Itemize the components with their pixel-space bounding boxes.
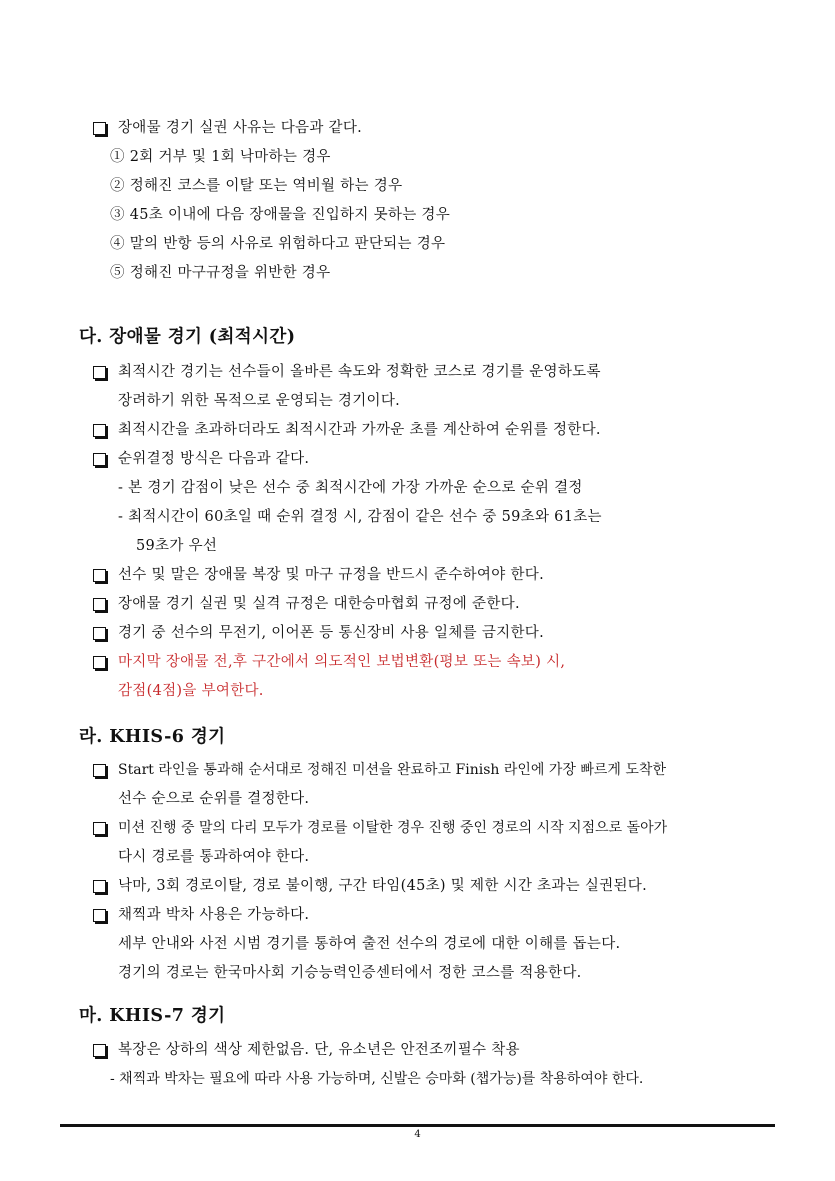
checkbox-bullet [93, 764, 106, 777]
page-number: 4 [414, 1129, 421, 1140]
section-heading-ma: 마. KHIS-7 경기 [79, 1006, 226, 1026]
note-text: 세부 안내와 사전 시범 경기를 통하여 출전 선수의 경로에 대한 이해를 돕는다. [118, 936, 621, 952]
bullet-text: 채찍과 박차 사용은 가능하다. [118, 907, 310, 923]
section-heading-ra: 라. KHIS-6 경기 [79, 727, 226, 747]
bullet-text: 장애물 경기 실권 사유는 다음과 같다. [118, 120, 363, 136]
list-item: ③ 45초 이내에 다음 장애물을 진입하지 못하는 경우 [110, 207, 451, 223]
highlighted-text: 마지막 장애물 전,후 구간에서 의도적인 보법변환(평보 또는 속보) 시, [118, 654, 566, 670]
bullet-text: 최적시간 경기는 선수들이 올바른 속도와 정확한 코스로 경기를 운영하도록 [118, 364, 601, 380]
dash-item: - 채찍과 박차는 필요에 따라 사용 가능하며, 신발은 승마화 (챕가능)를 착용하여야 한다. [110, 1071, 644, 1087]
bullet-text-cont: 장려하기 위한 목적으로 운영되는 경기이다. [118, 393, 401, 409]
bullet-text: 경기 중 선수의 무전기, 이어폰 등 통신장비 사용 일체를 금지한다. [118, 625, 544, 641]
bullet-text: 선수 및 말은 장애물 복장 및 마구 규정을 반드시 준수하여야 한다. [118, 567, 544, 583]
checkbox-bullet [93, 909, 106, 922]
checkbox-bullet [93, 1044, 106, 1057]
list-item: ④ 말의 반항 등의 사유로 위험하다고 판단되는 경우 [110, 236, 446, 252]
footer-rule [60, 1124, 775, 1127]
checkbox-bullet [93, 569, 106, 582]
checkbox-bullet [93, 822, 106, 835]
bullet-text: 복장은 상하의 색상 제한없음. 단, 유소년은 안전조끼필수 착용 [118, 1042, 520, 1058]
bullet-text: Start 라인을 통과해 순서대로 정해진 미션을 완료하고 Finish 라인에 가장 빠르게 도착한 [118, 762, 666, 778]
checkbox-bullet [93, 424, 106, 437]
checkbox-bullet [93, 453, 106, 466]
bullet-text: 장애물 경기 실권 및 실격 규정은 대한승마협회 규정에 준한다. [118, 596, 520, 612]
bullet-text-cont: 선수 순으로 순위를 결정한다. [118, 791, 310, 807]
checkbox-bullet [93, 598, 106, 611]
bullet-text: 낙마, 3회 경로이탈, 경로 불이행, 구간 타임(45초) 및 제한 시간 초과는 실권된다. [118, 878, 648, 894]
checkbox-bullet [93, 366, 106, 379]
checkbox-bullet [93, 656, 106, 669]
bullet-text: 미션 진행 중 말의 다리 모두가 경로를 이탈한 경우 진행 중인 경로의 시작 지점으로 돌아가 [118, 820, 668, 836]
bullet-text: 최적시간을 초과하더라도 최적시간과 가까운 초를 계산하여 순위를 정한다. [118, 422, 601, 438]
dash-item: - 최적시간이 60초일 때 순위 결정 시, 감점이 같은 선수 중 59초와 61초는 [118, 509, 602, 525]
bullet-text-cont: 다시 경로를 통과하여야 한다. [118, 849, 310, 865]
bullet-text: 순위결정 방식은 다음과 같다. [118, 451, 310, 467]
dash-item: - 본 경기 감점이 낮은 선수 중 최적시간에 가장 가까운 순으로 순위 결정 [118, 480, 583, 496]
list-item: ② 정해진 코스를 이탈 또는 역비월 하는 경우 [110, 178, 403, 194]
list-item: ⑤ 정해진 마구규정을 위반한 경우 [110, 265, 331, 281]
list-item: ① 2회 거부 및 1회 낙마하는 경우 [110, 149, 331, 165]
checkbox-bullet [93, 880, 106, 893]
highlighted-text-cont: 감점(4점)을 부여한다. [118, 683, 264, 699]
checkbox-bullet [93, 627, 106, 640]
section-heading-da: 다. 장애물 경기 (최적시간) [79, 327, 296, 347]
note-text: 경기의 경로는 한국마사회 기승능력인증센터에서 정한 코스를 적용한다. [118, 965, 582, 981]
checkbox-bullet [93, 122, 106, 135]
dash-item-cont: 59초가 우선 [136, 538, 218, 554]
